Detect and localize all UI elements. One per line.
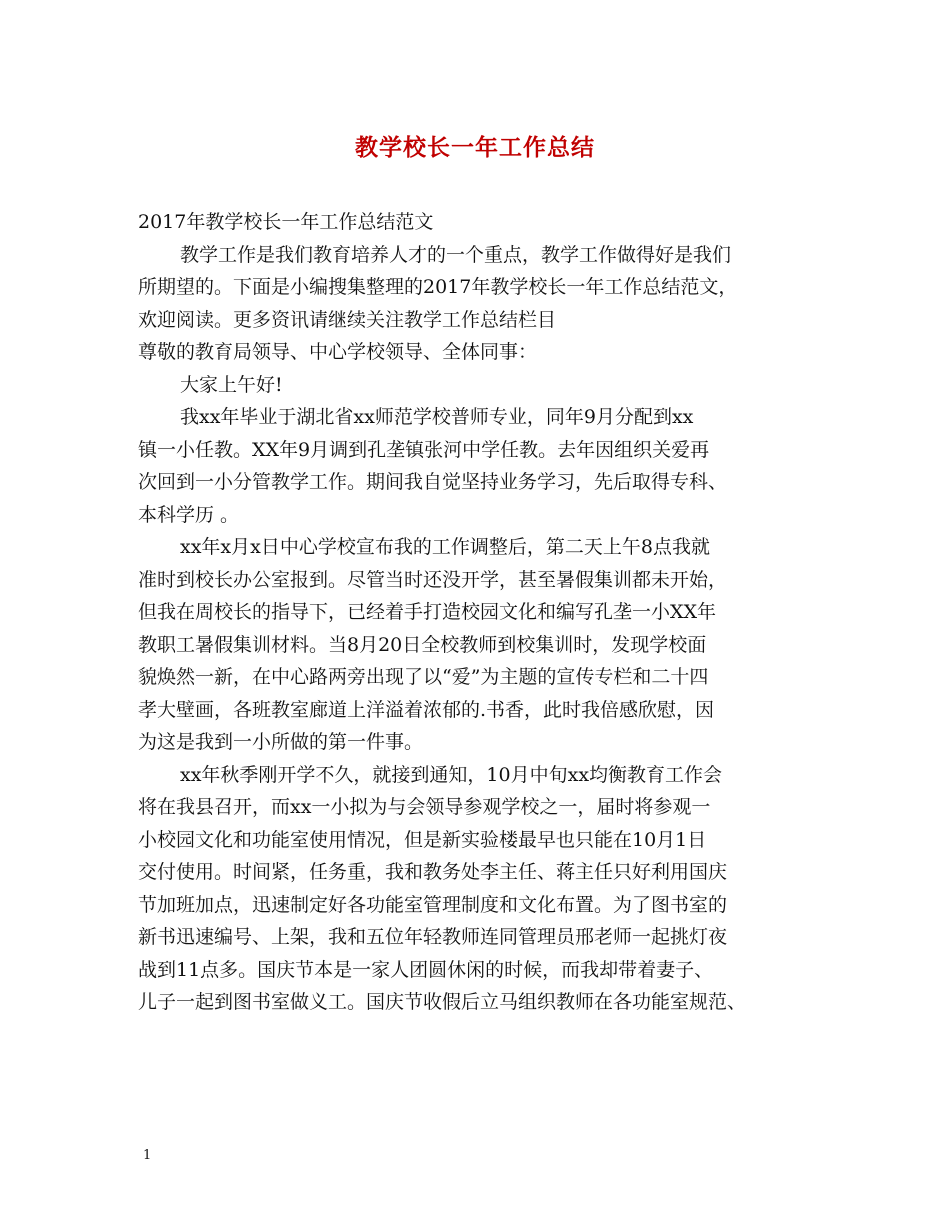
subtitle-line: 2017年教学校长一年工作总结范文 — [138, 211, 434, 233]
page-number: 1 — [143, 1148, 152, 1163]
paragraph-line: 为这是我到一小所做的第一件事。 — [138, 731, 424, 753]
paragraph-line: 教职工暑假集训材料。当8月20日全校教师到校集训时，发现学校面 — [138, 633, 707, 656]
paragraph-line: 次回到一小分管教学工作。期间我自觉坚持业务学习，先后取得专科、 — [138, 471, 728, 493]
paragraph-line: 教学工作是我们教育培养人才的一个重点，教学工作做得好是我们 — [180, 243, 732, 266]
paragraph-line: 新书迅速编号、上架，我和五位年轻教师连同管理员邢老师一起挑灯夜 — [138, 926, 728, 948]
salutation-line: 尊敬的教育局领导、中心学校领导、全体同事： — [138, 341, 538, 363]
greeting-line: 大家上午好! — [180, 373, 283, 396]
paragraph-line: 但我在周校长的指导下，已经着手打造校园文化和编写孔垄一小XX年 — [138, 601, 717, 623]
paragraph-line: 我xx年毕业于湖北省xx师范学校普师专业，同年9月分配到xx — [180, 406, 694, 428]
paragraph-line: 将在我县召开，而xx一小拟为与会领导参观学校之一，届时将参观一 — [138, 796, 711, 818]
paragraph-line: 小校园文化和功能室使用情况，但是新实验楼最早也只能在10月1日 — [138, 828, 707, 851]
paragraph-line: xx年秋季刚开学不久，就接到通知，10月中旬xx均衡教育工作会 — [180, 763, 723, 786]
paragraph-line: 儿子一起到图书室做义工。国庆节收假后立马组织教师在各功能室规范、 — [138, 991, 747, 1013]
paragraph-line: 本科学历 。 — [138, 503, 240, 526]
paragraph-line: 准时到校长办公室报到。尽管当时还没开学，甚至暑假集训都未开始， — [138, 568, 728, 591]
paragraph-line: 欢迎阅读。更多资讯请继续关注教学工作总结栏目 — [138, 308, 557, 331]
document-body — [138, 206, 828, 1019]
document-title: 教学校长一年工作总结 — [355, 134, 595, 161]
paragraph-line: 孝大壁画，各班教室廊道上洋溢着浓郁的.书香，此时我倍感欣慰，因 — [138, 698, 715, 721]
paragraph-line: 镇一小任教。XX年9月调到孔垄镇张河中学任教。去年因组织关爱再 — [138, 438, 710, 461]
paragraph-line: 貌焕然一新，在中心路两旁出现了以“爱”为主题的宣传专栏和二十四 — [138, 666, 709, 688]
paragraph-line: 交付使用。时间紧，任务重，我和教务处李主任、蒋主任只好利用国庆 — [138, 861, 728, 883]
paragraph-line: xx年x月x日中心学校宣布我的工作调整后，第二天上午8点我就 — [180, 536, 710, 558]
paragraph-line: 节加班加点，迅速制定好各功能室管理制度和文化布置。为了图书室的 — [138, 893, 728, 916]
paragraph-line: 所期望的。下面是小编搜集整理的2017年教学校长一年工作总结范文， — [138, 276, 738, 298]
paragraph-line: 战到11点多。国庆节本是一家人团圆休闲的时候，而我却带着妻子、 — [138, 958, 714, 981]
